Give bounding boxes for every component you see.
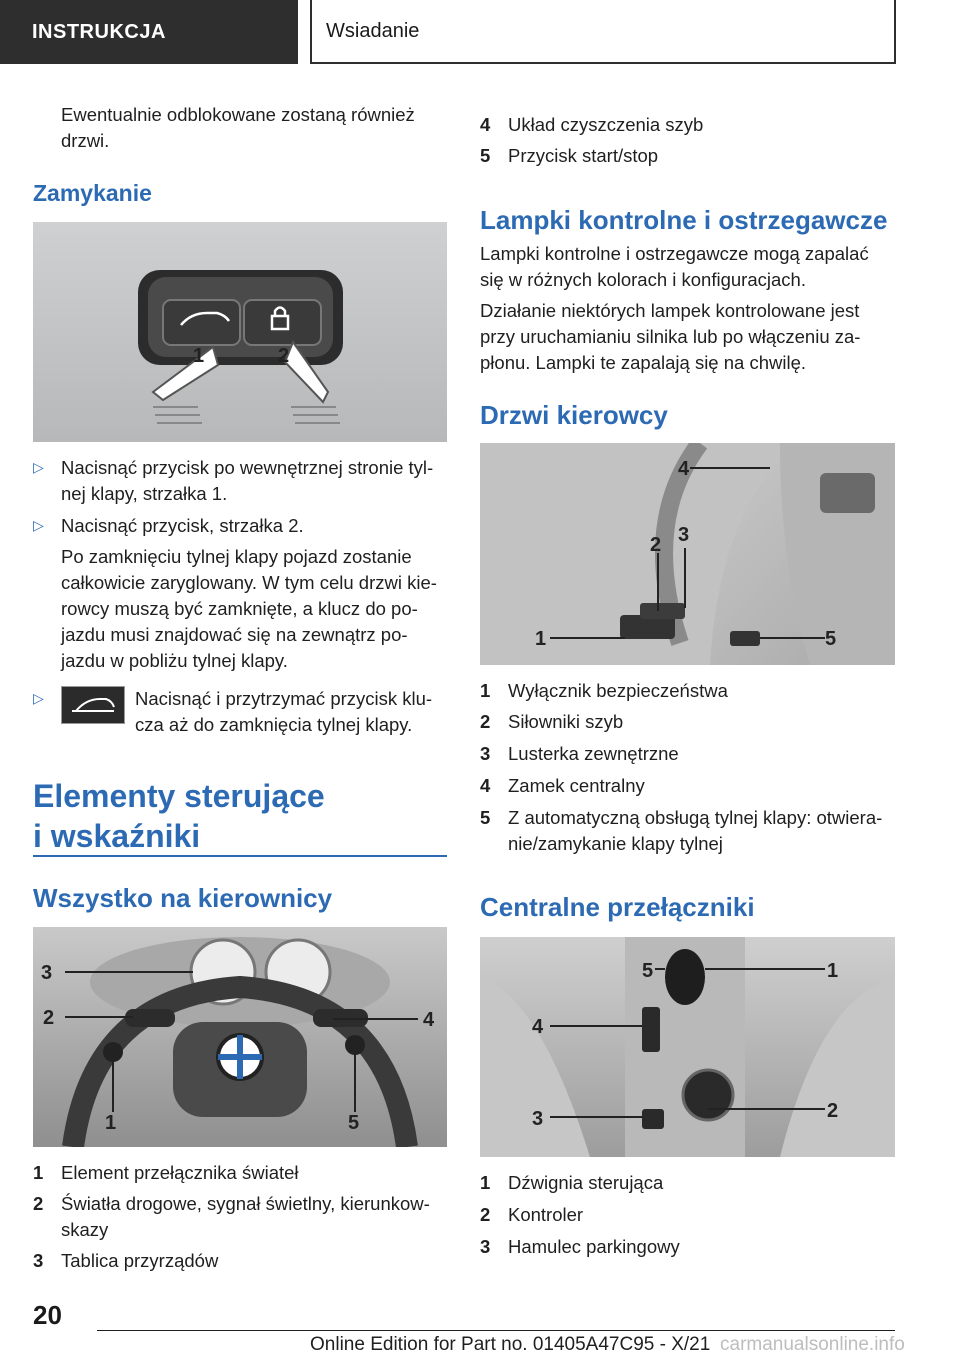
callout-5: 5 — [825, 628, 837, 650]
callout-5: 5 — [348, 1112, 360, 1134]
callout-1: 1 — [535, 628, 547, 650]
steering-wheel-photo — [33, 927, 447, 1147]
header-section-tab: INSTRUKCJA — [0, 0, 298, 64]
closing-heading: Zamykanie — [33, 180, 152, 206]
edition-footer: Online Edition for Part no. 01405A47C95 - X/21 — [310, 1334, 711, 1355]
list-item: 2 Kontroler — [480, 1204, 584, 1225]
callout-4: 4 — [423, 1009, 435, 1031]
list-item: 1 Dźwignia sterująca — [480, 1172, 664, 1193]
section-divider — [33, 855, 447, 857]
list-item: 5 Z automatyczną obsługą tylnej klapy: otwiera-nie/zamykanie klapy tylnej — [480, 807, 883, 854]
section-title-line2: i wskaźniki — [33, 818, 201, 854]
lamps-paragraph-1: Lampki kontrolne i ostrzegawcze mogą zapalać się w różnych kolorach i konfiguracjach. — [480, 243, 869, 290]
steering-heading: Wszystko na kierownicy — [33, 883, 333, 913]
list-item: 3 Hamulec parkingowy — [480, 1236, 680, 1257]
callout-4: 4 — [678, 458, 690, 480]
callout-1: 1 — [193, 345, 205, 367]
list-item: 3 Lusterka zewnętrzne — [480, 743, 679, 764]
list-item: 4 Zamek centralny — [480, 775, 645, 796]
list-item: ▷ Nacisnąć i przytrzymać przycisk klu-cza aż do zamknięcia tylnej klapy. — [33, 686, 447, 738]
list-item: 4 Układ czyszczenia szyb — [480, 114, 704, 135]
car-key-button-icon — [61, 686, 125, 724]
section-title-line1: Elementy sterujące — [33, 778, 325, 814]
list-item: ▷ Nacisnąć przycisk po wewnętrznej stronie tyl-nej klapy, strzałka 1. — [33, 455, 447, 507]
list-item: 2 Światła drogowe, sygnał świetlny, kierunkow-skazy — [33, 1193, 430, 1240]
triangle-bullet-icon: ▷ — [33, 459, 44, 475]
callout-5: 5 — [642, 960, 654, 982]
door-heading: Drzwi kierowcy — [480, 400, 668, 430]
triangle-bullet-icon: ▷ — [33, 517, 44, 533]
list-item: 2 Siłowniki szyb — [480, 711, 624, 732]
list-item: 3 Tablica przyrządów — [33, 1250, 219, 1271]
watermark: carmanualsonline.info — [720, 1334, 905, 1355]
callout-1: 1 — [827, 960, 839, 982]
callout-2: 2 — [278, 345, 290, 367]
list-item: 1 Element przełącznika świateł — [33, 1162, 299, 1183]
bullet-extra-text: Po zamknięciu tylnej klapy pojazd zostanie całkowicie zaryglowany. W tym celu drzwi kie-rowcy muszą być zamknięte, a klucz do po-jazdu musi znajdować się na zewnątrz po-jazdu w pobliżu tylnej klapy. — [61, 546, 437, 671]
callout-3: 3 — [678, 524, 690, 546]
intro-text: Ewentualnie odblokowane zostaną również drzwi. — [61, 104, 415, 151]
callout-3: 3 — [532, 1108, 544, 1130]
callout-2: 2 — [827, 1100, 839, 1122]
lamps-heading: Lampki kontrolne i ostrzegawcze — [480, 205, 888, 235]
center-console-photo — [480, 937, 895, 1157]
callout-2: 2 — [43, 1007, 55, 1029]
triangle-bullet-icon: ▷ — [33, 690, 44, 706]
footer-divider — [97, 1330, 895, 1331]
tailgate-button-photo — [33, 222, 447, 442]
driver-door-photo — [480, 443, 895, 665]
list-item: 1 Wyłącznik bezpieczeństwa — [480, 680, 728, 701]
callout-4: 4 — [532, 1016, 544, 1038]
page-number: 20 — [33, 1300, 62, 1330]
list-item: 5 Przycisk start/stop — [480, 145, 659, 166]
lamps-paragraph-2: Działanie niektórych lampek kontrolowane jest przy uruchamianiu silnika lub po włączeniu za-płonu. Lampki te zapalają się na chwilę. — [480, 300, 861, 373]
callout-2: 2 — [650, 534, 662, 556]
console-heading: Centralne przełączniki — [480, 892, 755, 922]
header-chapter-tab: Wsiadanie — [310, 0, 896, 64]
callout-1: 1 — [105, 1112, 117, 1134]
list-item: ▷ Nacisnąć przycisk, strzałka 2. — [33, 513, 447, 539]
callout-3: 3 — [41, 962, 53, 984]
